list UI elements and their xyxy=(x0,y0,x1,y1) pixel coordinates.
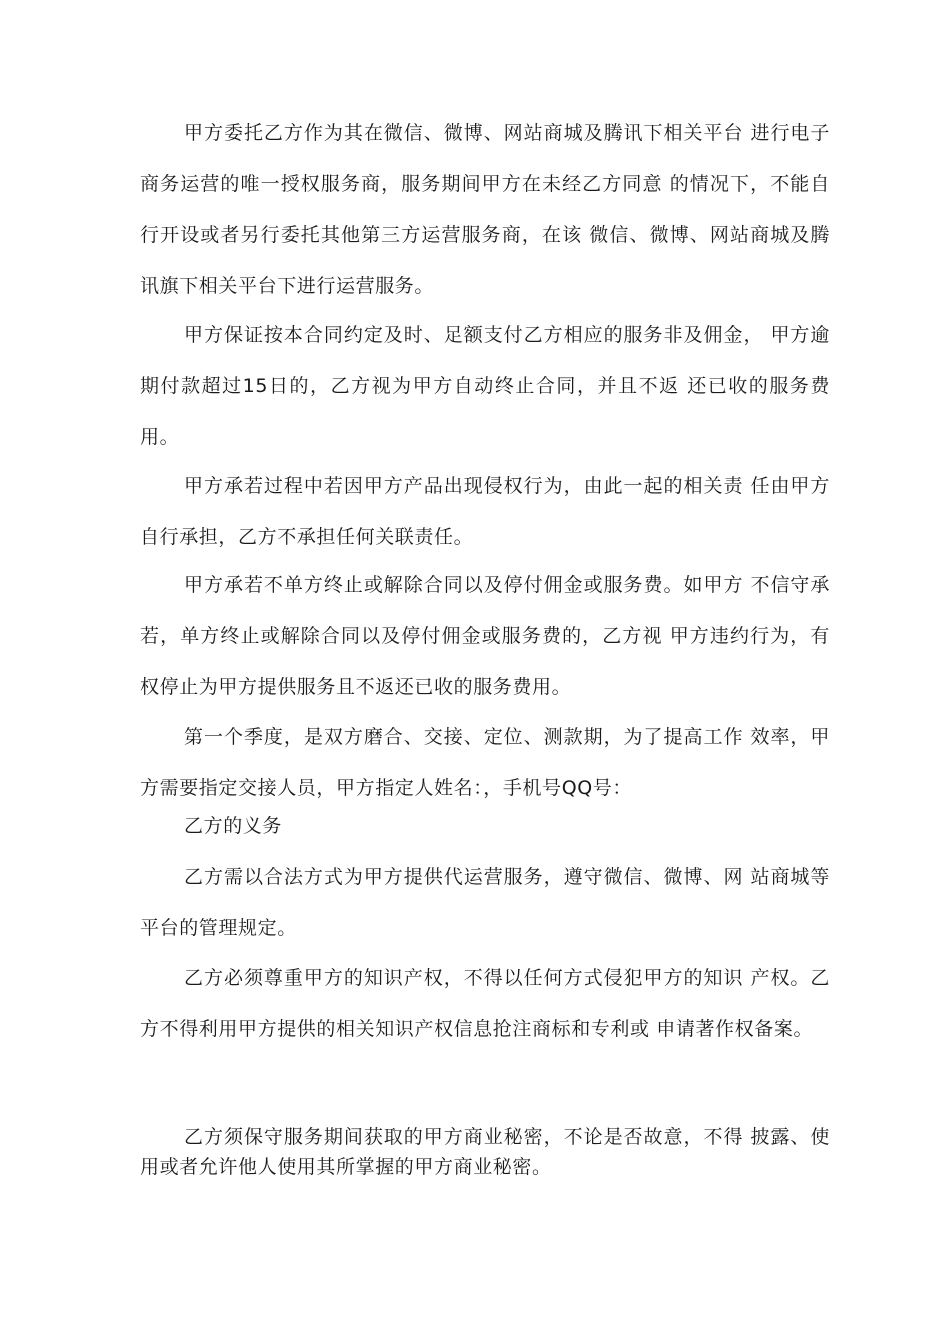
section-heading-party-b-obligations: 乙方的义务 xyxy=(184,815,283,837)
paragraph-party-a-authorization: 甲方委托乙方作为其在微信、微博、网站商城及腾讯下相关平台 进行电子商务运营的唯一授权服务商，服务期间甲方在未经乙方同意 的情况下，不能自行开设或者另行委托其他第三方运营服务商，在该 微信、微博、网站商城及腾讯旗下相关平台下进行运营服务。 xyxy=(140,122,830,297)
paragraph-first-quarter: 第一个季度，是双方磨合、交接、定位、测款期，为了提高工作 效率，甲方需要指定交接人员，甲方指定人姓名：，手机号QQ号： xyxy=(140,726,830,799)
paragraph-legal-operation: 乙方需以合法方式为甲方提供代运营服务，遵守微信、微博、网 站商城等平台的管理规定。 xyxy=(140,866,830,939)
paragraph-trade-secrets: 乙方须保守服务期间获取的甲方商业秘密，不论是否故意，不得 披露、使用或者允许他人使用其所掌握的甲方商业秘密。 xyxy=(140,1126,830,1178)
paragraph-payment-guarantee: 甲方保证按本合同约定及时、足额支付乙方相应的服务非及佣金， 甲方逾期付款超过15日的，乙方视为甲方自动终止合同，并且不返 还已收的服务费用。 xyxy=(140,324,830,448)
paragraph-no-unilateral-termination: 甲方承若不单方终止或解除合同以及停付佣金或服务费。如甲方 不信守承若，单方终止或解除合同以及停付佣金或服务费的，乙方视 甲方违约行为，有权停止为甲方提供服务且不返还已收的服务费用。 xyxy=(140,574,830,698)
paragraph-infringement-liability: 甲方承若过程中若因甲方产品出现侵权行为，由此一起的相关责 任由甲方自行承担，乙方不承担任何关联责任。 xyxy=(140,475,830,548)
paragraph-intellectual-property: 乙方必须尊重甲方的知识产权，不得以任何方式侵犯甲方的知识 产权。乙方不得利用甲方提供的相关知识产权信息抢注商标和专利或 申请著作权备案。 xyxy=(140,967,830,1040)
